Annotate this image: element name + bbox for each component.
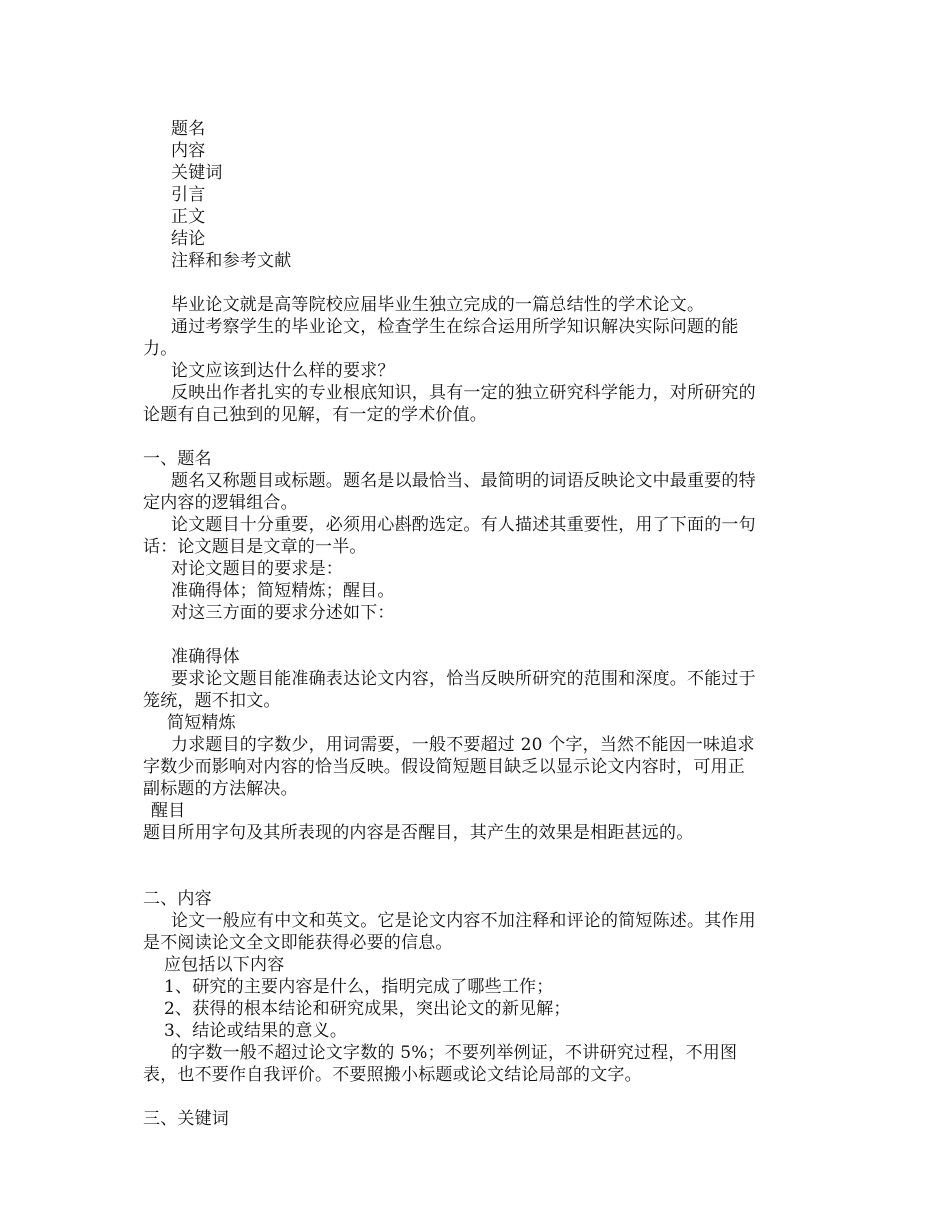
paragraph-line: 题名又称题目或标题。题名是以最恰当、最简明的词语反映论文中最重要的特 <box>171 471 756 491</box>
toc-item: 结论 <box>171 229 206 249</box>
list-item: 1、研究的主要内容是什么，指明完成了哪些工作； <box>164 977 554 997</box>
paragraph-line: 论文题目十分重要，必须用心斟酌选定。有人描述其重要性，用了下面的一句 <box>171 515 756 535</box>
paragraph-line: 定内容的逻辑组合。 <box>143 493 298 513</box>
paragraph-line: 应包括以下内容 <box>164 955 285 975</box>
toc-item: 关键词 <box>171 163 223 183</box>
subsection-title: 简短精炼 <box>167 713 236 733</box>
paragraph-line: 表，也不要作自我评价。不要照搬小标题或论文结论局部的文字。 <box>143 1065 642 1085</box>
paragraph-line: 准确得体；简短精炼；醒目。 <box>171 581 395 601</box>
section-heading: 一、题名 <box>143 449 212 469</box>
toc-item: 引言 <box>171 185 206 205</box>
list-item: 2、获得的根本结论和研究成果，突出论文的新见解； <box>164 999 571 1019</box>
paragraph-line: 力求题目的字数少，用词需要，一般不要超过 20 个字，当然不能因一味追求 <box>171 735 755 755</box>
paragraph-line: 力。 <box>143 339 178 359</box>
paragraph-line: 通过考察学生的毕业论文，检查学生在综合运用所学知识解决实际问题的能 <box>171 317 739 337</box>
paragraph-line: 反映出作者扎实的专业根底知识，具有一定的独立研究科学能力，对所研究的 <box>171 383 756 403</box>
paragraph-line: 字数少而影响对内容的恰当反映。假设简短题目缺乏以显示论文内容时，可用正 <box>143 757 745 777</box>
paragraph-line: 话：论文题目是文章的一半。 <box>143 537 367 557</box>
subsection-title: 准确得体 <box>171 647 240 667</box>
paragraph-line: 要求论文题目能准确表达论文内容，恰当反映所研究的范围和深度。不能过于 <box>171 669 756 689</box>
section-heading: 三、关键词 <box>143 1109 229 1129</box>
paragraph-line: 论题有自己独到的见解，有一定的学术价值。 <box>143 405 487 425</box>
toc-item: 题名 <box>171 119 206 139</box>
paragraph-line: 副标题的方法解决。 <box>143 779 298 799</box>
paragraph-line: 毕业论文就是高等院校应届毕业生独立完成的一篇总结性的学术论文。 <box>171 295 705 315</box>
section-heading: 二、内容 <box>143 889 212 909</box>
paragraph-line: 论文应该到达什么样的要求？ <box>171 361 395 381</box>
paragraph-line: 对论文题目的要求是： <box>171 559 343 579</box>
paragraph-line: 是不阅读论文全文即能获得必要的信息。 <box>143 933 453 953</box>
toc-item: 正文 <box>171 207 206 227</box>
paragraph-line: 的字数一般不超过论文字数的 5%；不要列举例证，不讲研究过程，不用图 <box>171 1043 738 1063</box>
subsection-title: 醒目 <box>151 801 186 821</box>
paragraph-line: 题目所用字句及其所表现的内容是否醒目，其产生的效果是相距甚远的。 <box>143 823 694 843</box>
paragraph-line: 对这三方面的要求分述如下： <box>171 603 395 623</box>
paragraph-line: 论文一般应有中文和英文。它是论文内容不加注释和评论的简短陈述。其作用 <box>171 911 756 931</box>
list-item: 3、结论或结果的意义。 <box>164 1021 348 1041</box>
paragraph-line: 笼统，题不扣文。 <box>143 691 281 711</box>
toc-item: 注释和参考文献 <box>171 251 292 271</box>
toc-item: 内容 <box>171 141 206 161</box>
